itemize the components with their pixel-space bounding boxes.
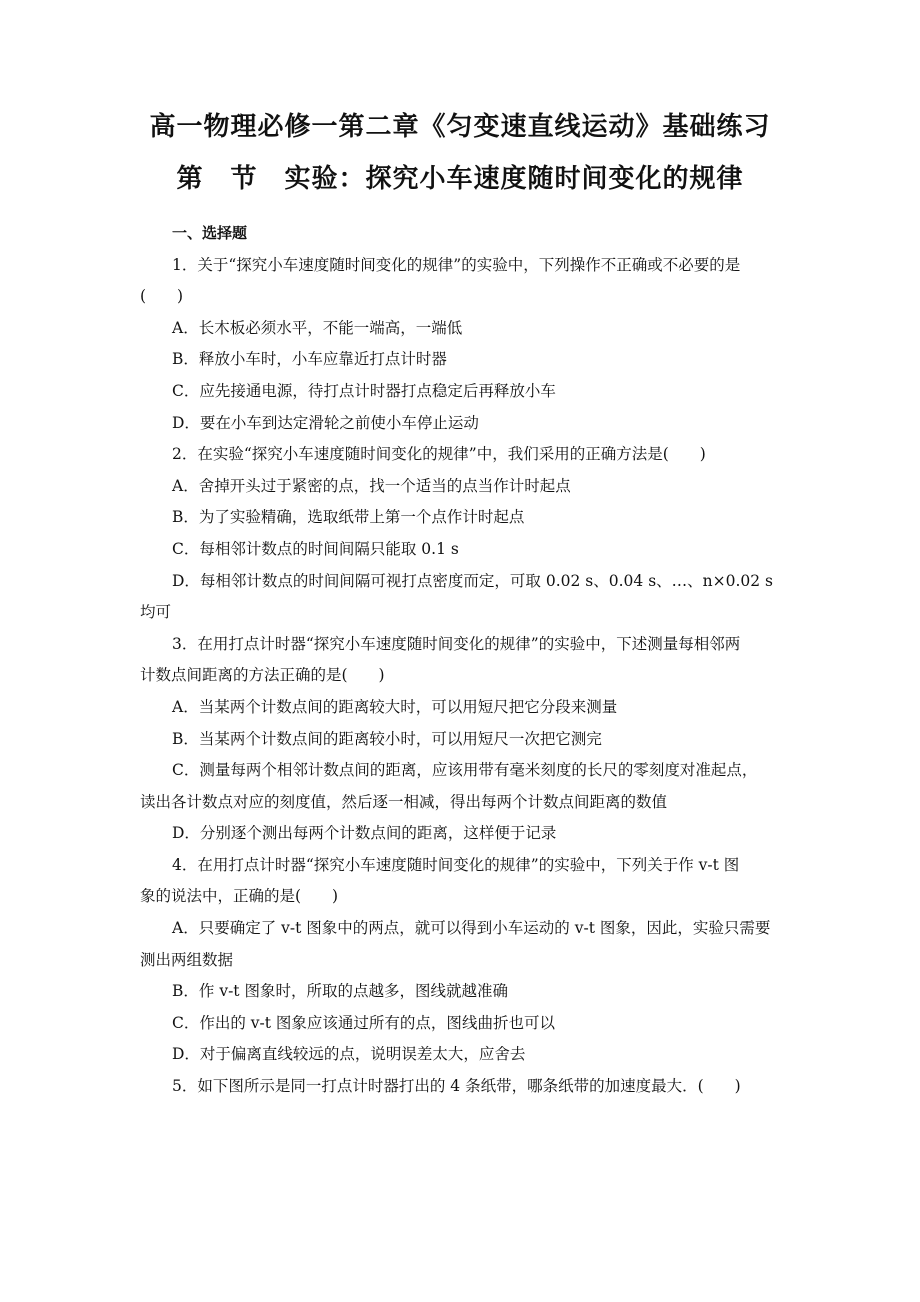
text-line: D．分别逐个测出每两个计数点间的距离，这样便于记录 xyxy=(172,824,557,843)
text-line: A．长木板必须水平，不能一端高，一端低 xyxy=(172,318,463,337)
text-line: 3．在用打点计时器“探究小车速度随时间变化的规律”的实验中，下述测量每相邻两 xyxy=(172,634,741,653)
text-line: B．释放小车时，小车应靠近打点计时器 xyxy=(172,350,447,369)
text-line: ( ) xyxy=(140,287,184,306)
text-line: C．测量每两个相邻计数点间的距离，应该用带有毫米刻度的长尺的零刻度对准起点， xyxy=(172,761,758,780)
document-body xyxy=(140,218,784,1103)
text-line: 均可 xyxy=(140,603,172,622)
text-line: C．应先接通电源，待打点计时器打点稳定后再释放小车 xyxy=(172,381,556,400)
document-title: 高一物理必修一第二章《匀变速直线运动》基础练习 xyxy=(149,112,771,142)
text-line: B．作 v-t 图象时，所取的点越多，图线就越准确 xyxy=(172,982,508,1001)
section-heading: 一、选择题 xyxy=(172,224,248,242)
text-line: B．为了实验精确，选取纸带上第一个点作计时起点 xyxy=(172,508,525,527)
text-line: 2．在实验“探究小车速度随时间变化的规律”中，我们采用的正确方法是( ) xyxy=(172,445,706,464)
text-line: 计数点间距离的方法正确的是( ) xyxy=(140,666,385,685)
text-line: D．要在小车到达定滑轮之前使小车停止运动 xyxy=(172,413,479,432)
text-line: C．每相邻计数点的时间间隔只能取 0.1 s xyxy=(172,539,459,558)
text-line: A．只要确定了 v-t 图象中的两点，就可以得到小车运动的 v-t 图象，因此，实验只需要 xyxy=(172,919,771,938)
text-line: B．当某两个计数点间的距离较小时，可以用短尺一次把它测完 xyxy=(172,729,602,748)
text-line: A．舍掉开头过于紧密的点，找一个适当的点当作计时起点 xyxy=(172,476,571,495)
text-line: A．当某两个计数点间的距离较大时，可以用短尺把它分段来测量 xyxy=(172,697,618,716)
text-line: D．每相邻计数点的时间间隔可视打点密度而定，可取 0.02 s、0.04 s、…、n×0.02 s xyxy=(172,571,774,590)
text-line: 测出两组数据 xyxy=(140,950,234,969)
text-line: 象的说法中，正确的是( ) xyxy=(140,887,339,906)
text-line: 4．在用打点计时器“探究小车速度随时间变化的规律”的实验中，下列关于作 v-t 图 xyxy=(172,855,740,874)
text-line: 1．关于“探究小车速度随时间变化的规律”的实验中，下列操作不正确或不必要的是 xyxy=(172,255,741,274)
text-line: 读出各计数点对应的刻度值，然后逐一相减，得出每两个计数点间距离的数值 xyxy=(140,792,668,811)
text-line: C．作出的 v-t 图象应该通过所有的点，图线曲折也可以 xyxy=(172,1013,555,1032)
text-line: 5．如下图所示是同一打点计时器打出的 4 条纸带，哪条纸带的加速度最大．( ) xyxy=(172,1077,741,1096)
section-title: 第 节 实验：探究小车速度随时间变化的规律 xyxy=(176,164,744,194)
text-line: D．对于偏离直线较远的点，说明误差太大，应舍去 xyxy=(172,1045,526,1064)
